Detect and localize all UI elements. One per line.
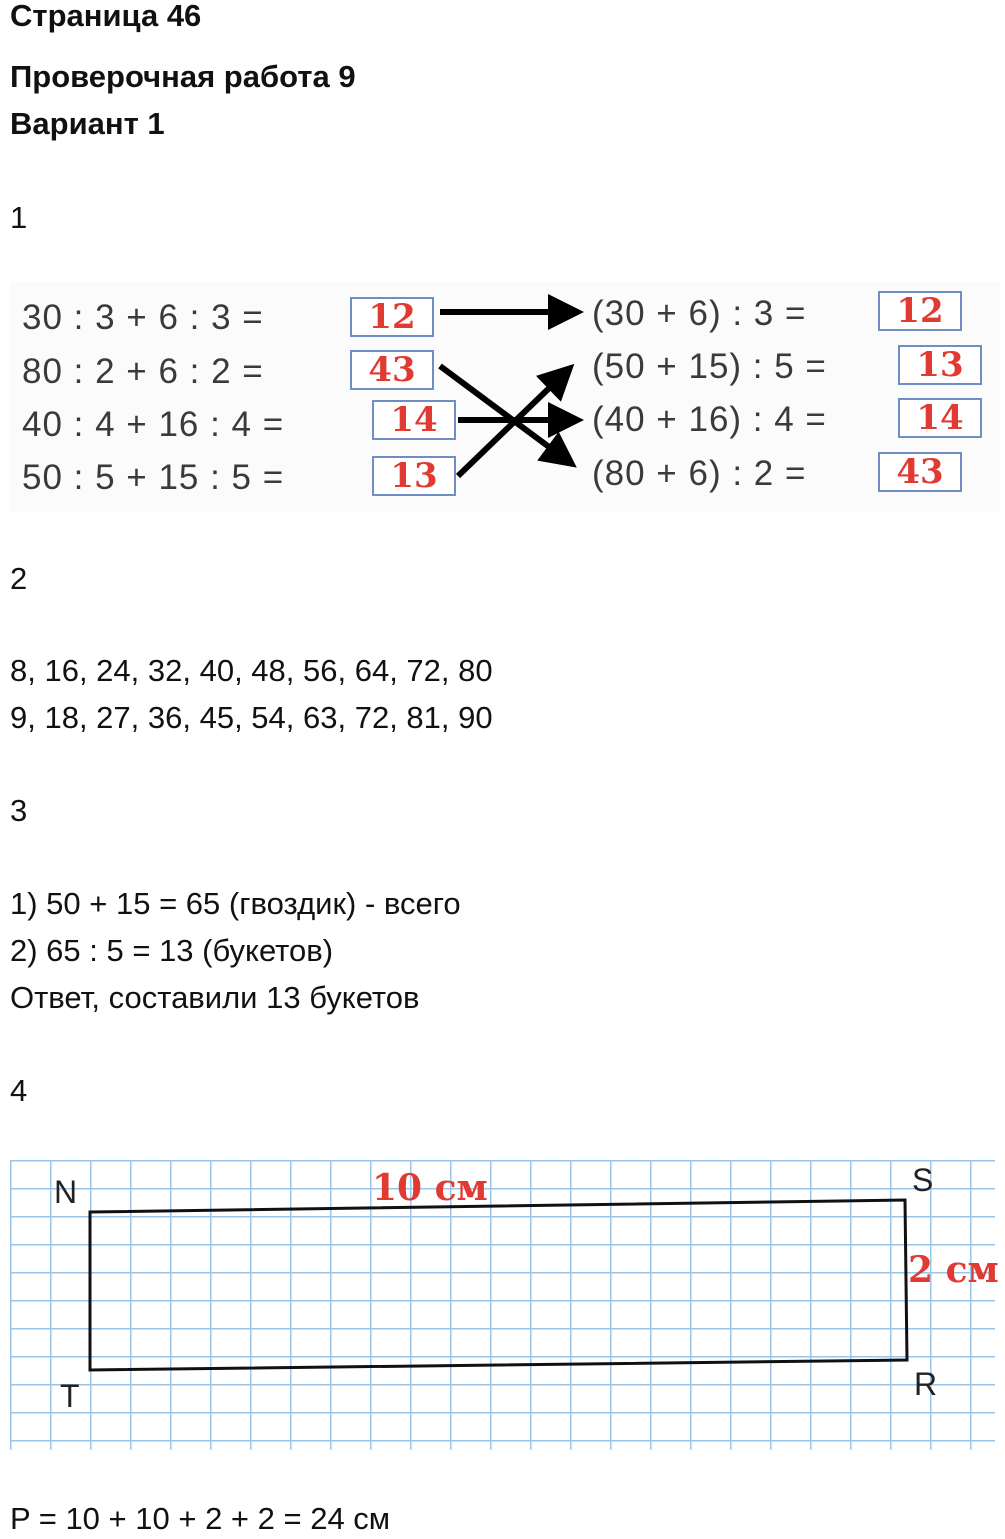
left-answer-box-3: 14: [372, 400, 456, 440]
right-answer-box-2: 13: [898, 345, 982, 385]
right-answer-box-3: 14: [898, 398, 982, 438]
right-expression-3: (40 + 16) : 4 =: [592, 400, 827, 439]
left-expression-3: 40 : 4 + 16 : 4 =: [22, 405, 285, 444]
left-expression-4: 50 : 5 + 15 : 5 =: [22, 458, 285, 497]
left-expression-1: 30 : 3 + 6 : 3 =: [22, 298, 264, 337]
work-title: Проверочная работа 9: [10, 59, 356, 94]
width-label: 2 см: [908, 1249, 999, 1291]
length-label: 10 см: [372, 1167, 488, 1209]
solution-answer: Ответ, составили 13 букетов: [10, 980, 420, 1015]
task4-number: 4: [10, 1073, 28, 1108]
task1-number: 1: [10, 200, 28, 235]
left-answer-box-4: 13: [372, 456, 456, 496]
task2-number: 2: [10, 561, 28, 596]
right-expression-4: (80 + 6) : 2 =: [592, 454, 807, 493]
solution-step-2: 2) 65 : 5 = 13 (букетов): [10, 933, 334, 968]
page-title: Страница 46: [10, 0, 202, 33]
sequence-by-9: 9, 18, 27, 36, 45, 54, 63, 72, 81, 90: [10, 700, 493, 735]
task3-number: 3: [10, 793, 28, 828]
right-answer-box-1: 12: [878, 291, 962, 331]
vertex-s: S: [912, 1162, 934, 1198]
vertex-r: R: [914, 1366, 938, 1402]
right-answer-box-4: 43: [878, 452, 962, 492]
left-expression-2: 80 : 2 + 6 : 2 =: [22, 352, 264, 391]
sequence-by-8: 8, 16, 24, 32, 40, 48, 56, 64, 72, 80: [10, 653, 493, 688]
right-expression-1: (30 + 6) : 3 =: [592, 294, 807, 333]
perimeter-formula: P = 10 + 10 + 2 + 2 = 24 см: [10, 1501, 391, 1536]
solution-step-1: 1) 50 + 15 = 65 (гвоздик) - всего: [10, 886, 461, 921]
left-answer-box-1: 12: [350, 297, 434, 337]
vertex-t: T: [60, 1378, 80, 1414]
left-answer-box-2: 43: [350, 350, 434, 390]
vertex-n: N: [54, 1174, 78, 1210]
variant-title: Вариант 1: [10, 106, 165, 141]
right-expression-2: (50 + 15) : 5 =: [592, 347, 827, 386]
